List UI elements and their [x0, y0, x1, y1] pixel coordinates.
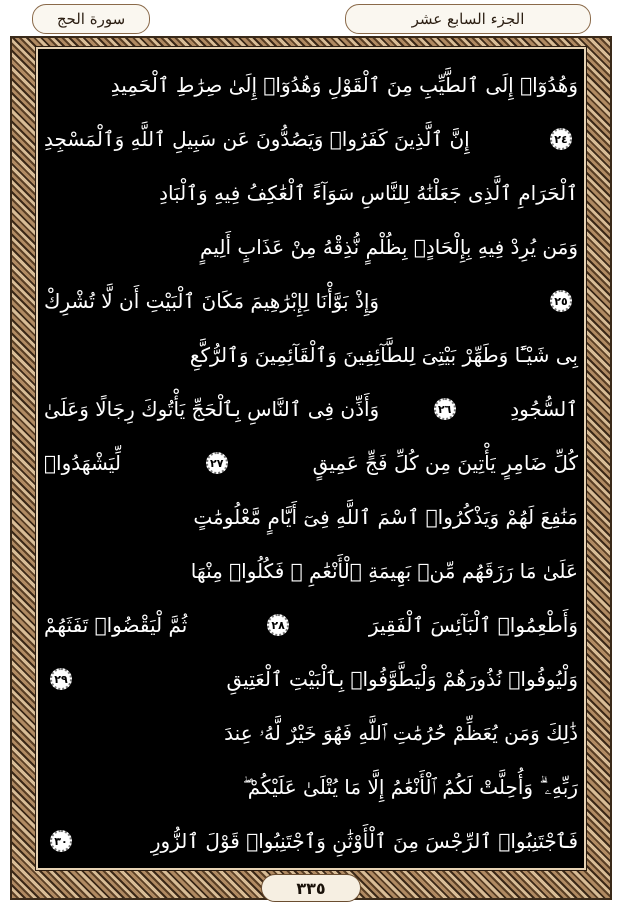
juz-header: الجزء السابع عشر — [345, 4, 591, 34]
verse-text: ٱلسُّجُودِ — [510, 397, 578, 421]
verse-text: إِنَّ ٱلَّذِينَ كَفَرُوا۟ وَيَصُدُّونَ عَن سَبِيلِ ٱللَّهِ وَٱلْمَسْجِدِ — [44, 127, 470, 151]
verse-text: لِّيَشْهَدُوا۟ — [44, 451, 121, 475]
page-number: ٣٣٥ — [261, 874, 361, 902]
verse-line — [40, 274, 582, 328]
ayah-number-marker: ٢٤ — [550, 128, 572, 150]
verse-text: مَنَٰفِعَ لَهُمْ وَيَذْكُرُوا۟ ٱسْمَ ٱللَّهِ فِىٓ أَيَّامٍ مَّعْلُومَٰتٍ — [193, 505, 578, 529]
verse-text: وَأَطْعِمُوا۟ ٱلْبَآئِسَ ٱلْفَقِيرَ — [368, 613, 578, 637]
verse-line — [40, 652, 582, 706]
verse-line — [40, 436, 582, 490]
ayah-number-marker: ٢٦ — [434, 398, 456, 420]
ayah-number-marker: ٢٩ — [50, 668, 72, 690]
ayah-number-marker: ٢٧ — [206, 452, 228, 474]
verse-text: ٱلْحَرَامِ ٱلَّذِى جَعَلْنَٰهُ لِلنَّاسِ سَوَآءً ٱلْعَٰكِفُ فِيهِ وَٱلْبَادِ — [159, 181, 578, 205]
ayah-number-marker: ٣٠ — [50, 830, 72, 852]
verse-line — [40, 328, 582, 382]
verse-line — [40, 382, 582, 436]
verse-text: وَمَن يُرِدْ فِيهِ بِإِلْحَادٍۭ بِظُلْمٍ نُّذِقْهُ مِنْ عَذَابٍ أَلِيمٍ — [200, 235, 578, 259]
verse-line — [40, 598, 582, 652]
ayah-number-marker: ٢٨ — [267, 614, 289, 636]
verse-lines — [40, 58, 582, 868]
surah-header: سورة الحج — [32, 4, 150, 34]
verse-line — [40, 544, 582, 598]
verse-text: ثُمَّ لْيَقْضُوا۟ تَفَثَهُمْ — [44, 613, 188, 637]
verse-text: كُلِّ ضَامِرٍ يَأْتِينَ مِن كُلِّ فَجٍّ عَمِيقٍ — [312, 451, 578, 475]
verse-text: وَأَذِّن فِى ٱلنَّاسِ بِٱلْحَجِّ يَأْتُوكَ رِجَالًا وَعَلَىٰ — [44, 397, 380, 421]
verse-text: ذَٰلِكَ وَمَن يُعَظِّمْ حُرُمَٰتِ ٱللَّهِ فَهُوَ خَيْرٌ لَّهُۥ عِندَ — [224, 721, 578, 745]
verse-text: وَإِذْ بَوَّأْنَا لِإِبْرَٰهِيمَ مَكَانَ ٱلْبَيْتِ أَن لَّا تُشْرِكْ — [44, 289, 380, 313]
verse-line — [40, 166, 582, 220]
verse-text: رَبِّهِۦ ۗ وَأُحِلَّتْ لَكُمُ ٱلْأَنْعَٰمُ إِلَّا مَا يُتْلَىٰ عَلَيْكُمْ ۖ — [242, 775, 578, 799]
verse-text: وَهُدُوٓا۟ إِلَى ٱلطَّيِّبِ مِنَ ٱلْقَوْلِ وَهُدُوٓا۟ إِلَىٰ صِرَٰطِ ٱلْحَمِيدِ — [110, 73, 578, 97]
verse-line — [40, 220, 582, 274]
verse-line — [40, 760, 582, 814]
verse-line — [40, 706, 582, 760]
verse-line — [40, 112, 582, 166]
verse-text: عَلَىٰ مَا رَزَقَهُم مِّنۢ بَهِيمَةِ ٱلْأَنْعَٰمِ ۖ فَكُلُوا۟ مِنْهَا — [190, 559, 578, 583]
verse-text: وَلْيُوفُوا۟ نُذُورَهُمْ وَلْيَطَّوَّفُوا۟ بِٱلْبَيْتِ ٱلْعَتِيقِ — [226, 667, 578, 691]
ayah-number-marker: ٢٥ — [550, 290, 572, 312]
verse-text: بِى شَيْـًٔا وَطَهِّرْ بَيْتِىَ لِلطَّآئِفِينَ وَٱلْقَآئِمِينَ وَٱلرُّكَّعِ — [189, 343, 578, 367]
verse-line — [40, 58, 582, 112]
verse-line — [40, 490, 582, 544]
verse-line — [40, 814, 582, 868]
verse-text: فَٱجْتَنِبُوا۟ ٱلرِّجْسَ مِنَ ٱلْأَوْثَٰنِ وَٱجْتَنِبُوا۟ قَوْلَ ٱلزُّورِ — [150, 829, 578, 853]
